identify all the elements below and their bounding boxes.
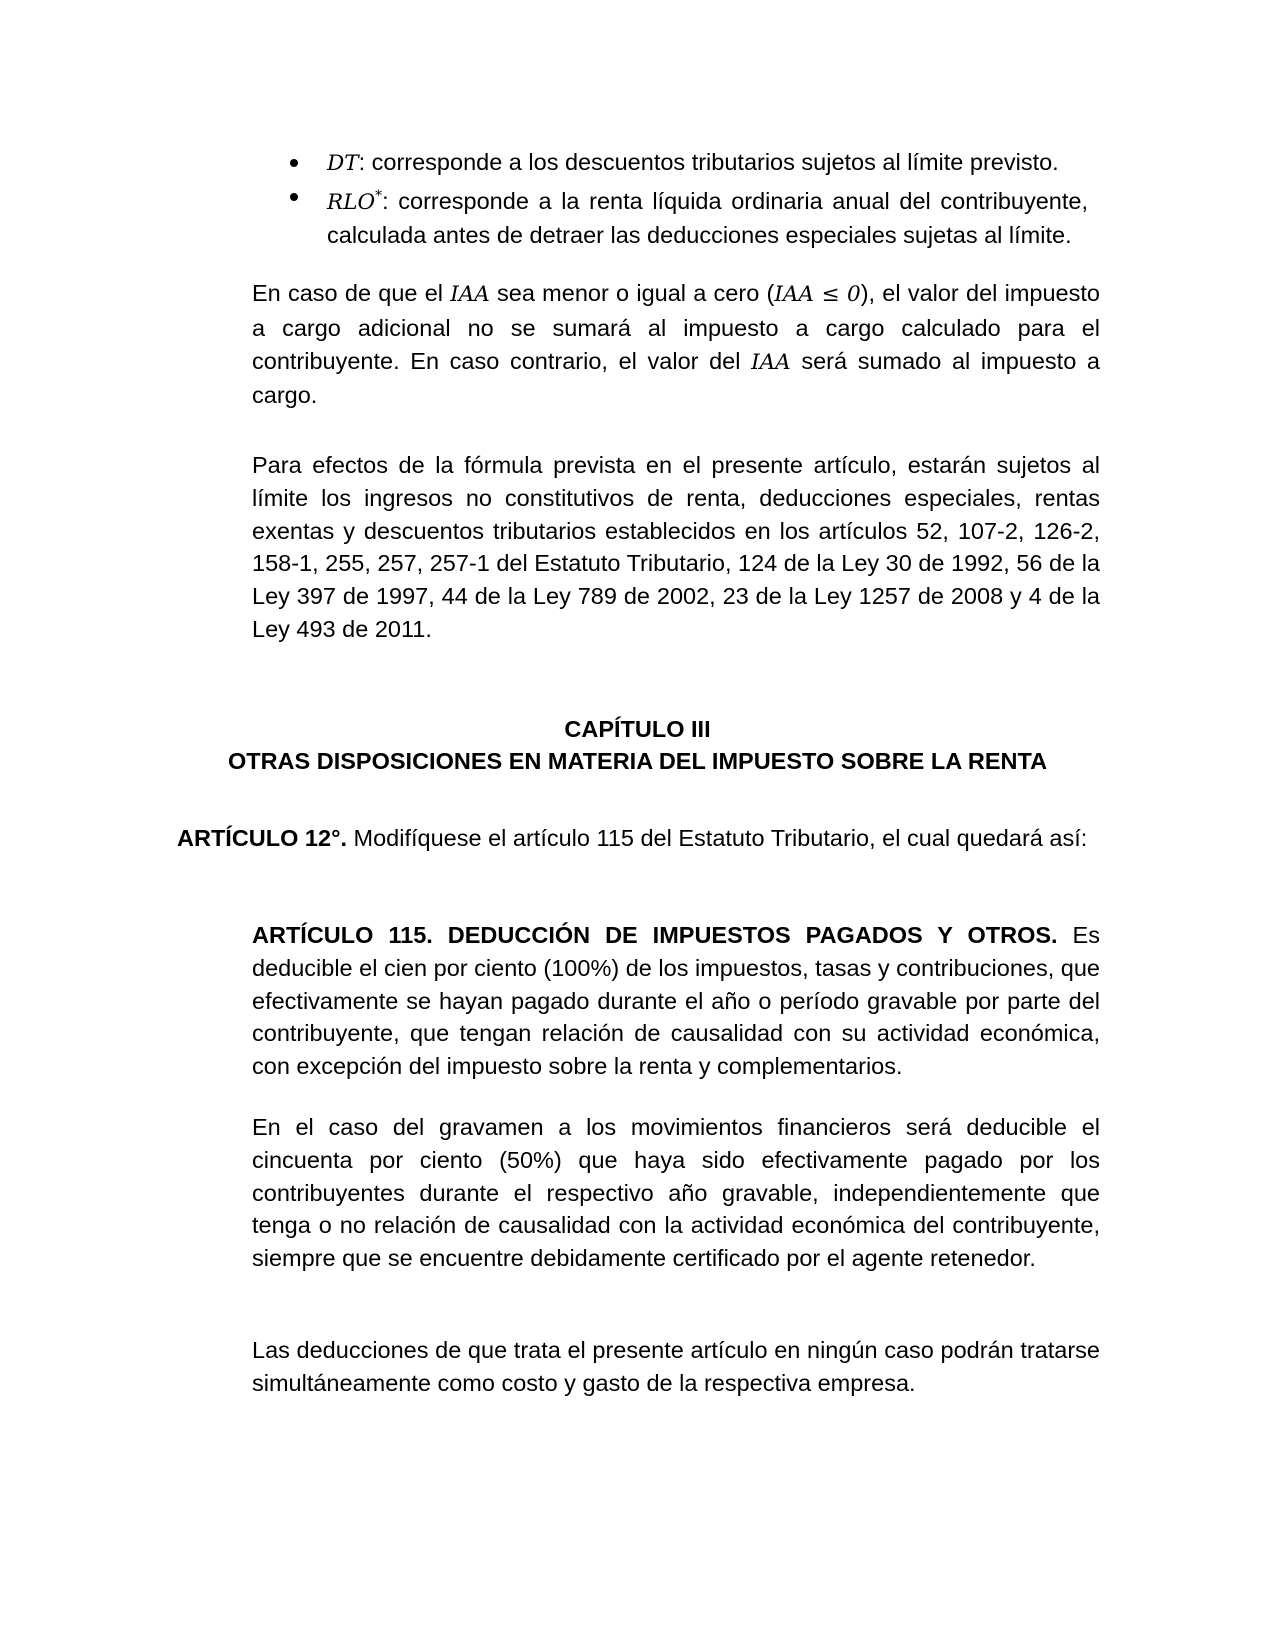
- list-item: [283, 146, 1088, 180]
- bullet-list: [283, 146, 1088, 251]
- bullet-text: : corresponde a los descuentos tributarios sujetos al límite previsto.: [358, 149, 1059, 175]
- paragraph-text: será sumado al impuesto a cargo.: [252, 347, 1100, 409]
- article-heading: ARTÍCULO 115. DEDUCCIÓN DE IMPUESTOS PAGADOS Y OTROS.: [252, 922, 1058, 948]
- bullet-text: : corresponde a la renta líquida ordinaria anual del contribuyente, calculada antes de detraer las deducciones especiales sujetas al límite.: [327, 187, 1088, 248]
- paragraph-iaa: [252, 277, 1100, 412]
- math-symbol: IAA: [751, 349, 791, 375]
- article-text: Modifíquese el artículo 115 del Estatuto Tributario, el cual quedará así:: [347, 825, 1088, 851]
- paragraph-text: ), el valor del impuesto a cargo adicional no se sumará al impuesto a cargo calculado para el contribuyente. En caso contrario, el valor del: [252, 280, 1100, 374]
- math-symbol: IAA: [450, 282, 490, 307]
- article-115: [252, 919, 1100, 1083]
- math-superscript: *: [375, 188, 383, 204]
- article-text: Es deducible el cien por ciento (100%) de los impuestos, tasas y contribuciones, que efectivamente se hayan pagado durante el año o período gravable por parte del contribuyente, que tengan relación de causalidad con su actividad económica, con excepción del impuesto sobre la renta y complementarios.: [252, 922, 1100, 1080]
- paragraph-text: En caso de que el: [252, 280, 451, 306]
- paragraph-deducciones: Las deducciones de que trata el presente artículo en ningún caso podrán tratarse simultáneamente como costo y gasto de la respectiva empresa.: [252, 1337, 1100, 1396]
- article-heading: ARTÍCULO 12°.: [177, 825, 347, 851]
- bullet-icon: [290, 193, 298, 201]
- paragraph-gmf: En el caso del gravamen a los movimientos financieros será deducible el cincuenta por ciento (50%) que haya sido efectivamente pagado por los contribuyentes durante el respectivo año gravable, independientemente que tenga o no relación de causalidad con la actividad económica del contribuyente, siempre que se encuentre debidamente certificado por el agente retenedor.: [252, 1114, 1100, 1272]
- bullet-icon: [290, 159, 298, 167]
- math-symbol: DT: [327, 151, 359, 176]
- math-symbol: RLO: [327, 189, 376, 215]
- chapter-number: CAPÍTULO III: [564, 716, 711, 742]
- math-expression: IAA ≤ 0: [774, 282, 861, 307]
- paragraph-text: sea menor o igual a cero (: [489, 280, 775, 306]
- chapter-title: OTRAS DISPOSICIONES EN MATERIA DEL IMPUESTO SOBRE LA RENTA: [227, 748, 1048, 774]
- list-item: [283, 180, 1088, 251]
- article-12: [177, 822, 1100, 855]
- paragraph-limite: Para efectos de la fórmula prevista en el presente artículo, estarán sujetos al límite los ingresos no constitutivos de renta, deducciones especiales, rentas exentas y descuentos tributarios establecidos en los artículos 52, 107-2, 126-2, 158-1, 255, 257, 257-1 del Estatuto Tributario, 124 de la Ley 30 de 1992, 56 de la Ley 397 de 1997, 44 de la Ley 789 de 2002, 23 de la Ley 1257 de 2008 y 4 de la Ley 493 de 2011.: [252, 452, 1100, 642]
